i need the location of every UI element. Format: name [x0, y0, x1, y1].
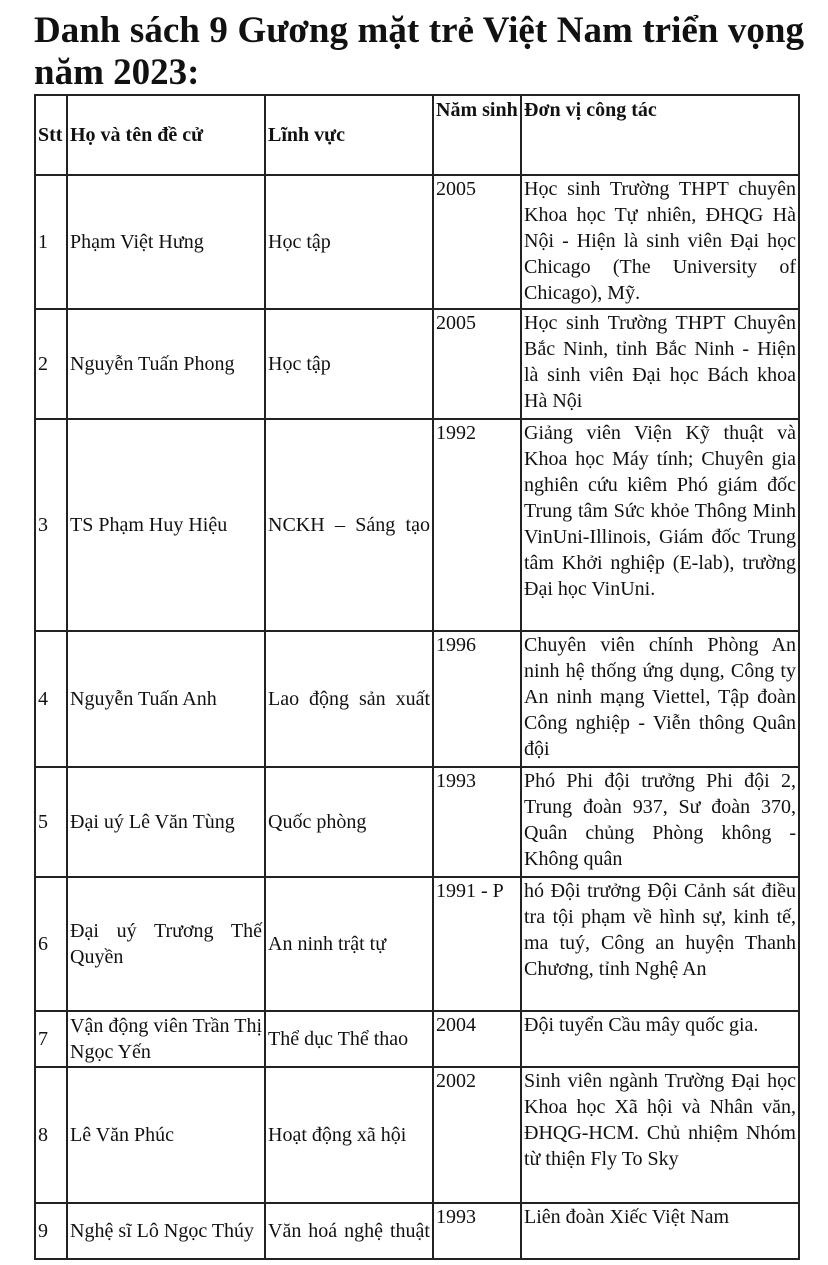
row-field: NCKH – Sáng tạo [265, 419, 433, 631]
row-name: TS Phạm Huy Hiệu [67, 419, 265, 631]
row-name: Nghệ sĩ Lô Ngọc Thúy [67, 1203, 265, 1259]
row-year: 2005 [433, 175, 521, 309]
row-year [433, 877, 521, 1011]
row-year: 1992 [433, 419, 521, 631]
row-stt: 8 [35, 1067, 67, 1203]
row-name: Lê Văn Phúc [67, 1067, 265, 1203]
table-row [35, 877, 799, 1011]
document-title: Danh sách 9 Gương mặt trẻ Việt Nam triển vọng năm 2023: [34, 10, 804, 93]
row-year: 1993 [433, 1203, 521, 1259]
row-name: Phạm Việt Hưng [67, 175, 265, 309]
row-field: Học tập [265, 309, 433, 419]
header-stt: Stt [35, 95, 67, 175]
table-row [35, 309, 799, 419]
row-field: Thể dục Thể thao [265, 1011, 433, 1067]
header-unit: Đơn vị công tác [521, 95, 799, 175]
header-year: Năm sinh [433, 95, 521, 175]
row-stt: 5 [35, 767, 67, 877]
table-row [35, 767, 799, 877]
table-row [35, 631, 799, 767]
row-stt: 4 [35, 631, 67, 767]
table-row [35, 1067, 799, 1203]
row-unit: Đội tuyển Cầu mây quốc gia. [521, 1011, 799, 1067]
row-field: Hoạt động xã hội [265, 1067, 433, 1203]
row-unit: Liên đoàn Xiếc Việt Nam [521, 1203, 799, 1259]
row-field: Văn hoá nghệ thuật [265, 1203, 433, 1259]
row-stt: 3 [35, 419, 67, 631]
row-unit: Sinh viên ngành Trường Đại học Khoa học Xã hội và Nhân văn, ĐHQG-HCM. Chủ nhiệm Nhóm từ thiện Fly To Sky [521, 1067, 799, 1203]
table-row [35, 419, 799, 631]
row-unit: hó Đội trưởng Đội Cảnh sát điều tra tội phạm về hình sự, kinh tế, ma tuý, Công an huyện Thanh Chương, tỉnh Nghệ An [521, 877, 799, 1011]
table-row [35, 1203, 799, 1259]
row-field: Quốc phòng [265, 767, 433, 877]
row-unit: Giảng viên Viện Kỹ thuật và Khoa học Máy tính; Chuyên gia nghiên cứu kiêm Phó giám đốc Trung tâm Sức khỏe Thông Minh VinUni-Illinois, Giám đốc Trung tâm Khởi nghiệp (E-lab), trường Đại học VinUni. [521, 419, 799, 631]
row-unit: Phó Phi đội trưởng Phi đội 2, Trung đoàn 937, Sư đoàn 370, Quân chủng Phòng không - Không quân [521, 767, 799, 877]
row-stt: 9 [35, 1203, 67, 1259]
nominees-table [34, 94, 800, 1260]
row-unit: Chuyên viên chính Phòng An ninh hệ thống ứng dụng, Công ty An ninh mạng Viettel, Tập đoàn Công nghiệp - Viễn thông Quân đội [521, 631, 799, 767]
header-name: Họ và tên đề cử [67, 95, 265, 175]
row-unit: Học sinh Trường THPT Chuyên Bắc Ninh, tỉnh Bắc Ninh - Hiện là sinh viên Đại học Bách khoa Hà Nội [521, 309, 799, 419]
row-name: Nguyễn Tuấn Phong [67, 309, 265, 419]
row-field: Học tập [265, 175, 433, 309]
row-name: Vận động viên Trần Thị Ngọc Yến [67, 1011, 265, 1067]
row-unit: Học sinh Trường THPT chuyên Khoa học Tự nhiên, ĐHQG Hà Nội - Hiện là sinh viên Đại học Chicago (The University of Chicago), Mỹ. [521, 175, 799, 309]
row-year-text: 1991 - P [436, 880, 504, 902]
row-year: 2005 [433, 309, 521, 419]
row-year: 2004 [433, 1011, 521, 1067]
row-name: Đại uý Trương Thế Quyền [67, 877, 265, 1011]
row-name: Đại uý Lê Văn Tùng [67, 767, 265, 877]
row-stt: 6 [35, 877, 67, 1011]
table-row [35, 175, 799, 309]
row-stt: 7 [35, 1011, 67, 1067]
row-year: 1993 [433, 767, 521, 877]
row-stt: 2 [35, 309, 67, 419]
table-header-row [35, 95, 799, 175]
row-stt: 1 [35, 175, 67, 309]
table-row [35, 1011, 799, 1067]
row-field: Lao động sản xuất [265, 631, 433, 767]
row-name: Nguyễn Tuấn Anh [67, 631, 265, 767]
row-year: 1996 [433, 631, 521, 767]
row-field: An ninh trật tự [265, 877, 433, 1011]
header-field: Lĩnh vực [265, 95, 433, 175]
row-year: 2002 [433, 1067, 521, 1203]
